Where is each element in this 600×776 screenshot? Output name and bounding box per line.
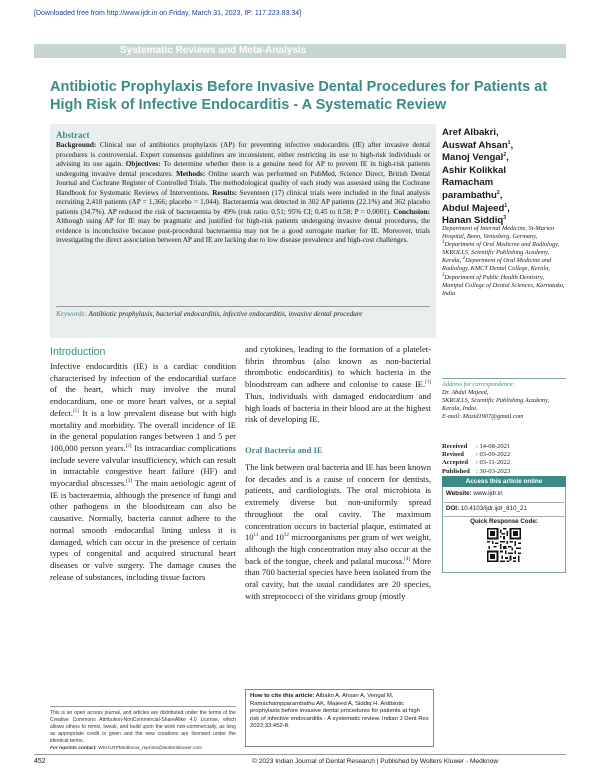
article-dates	[442, 443, 566, 476]
oral-bacteria-paragraph: The link between oral bacteria and IE has been known for decades and is a cause of concern for dentists, patients, and cardiologists. The oral microbiota is extremely diverse but non-uniformly spread throughout the oral cavity. The maximum concentration occurs in bacterial plaque, estimated at $10^{11}$ and $10^{12}$ microorganisms per gram of wet weight, although the high concentration may also occur at the back of the tongue, cheek and palatal mucosa.[4] More than 700 bacterial species have been isolated from the oral cavity, but the usual candidates are 20 species, with streptococci of the viridans group (mostly	[245, 462, 431, 601]
abstract-heading: Abstract	[56, 130, 90, 140]
conclusion-label: Conclusion:	[393, 207, 430, 216]
keywords-text: Antibiotic prophylaxis, bacterial endocarditis, infective endocarditis, invasive dental procedure	[86, 310, 363, 318]
section-banner	[34, 44, 566, 58]
conclusion-text: Although using AP for IE may be pragmatic and justified for high-risk patients undergoing invasive dental procedures, the evidence is inconclusive because post-procedural bacteraemia may not be a good surrogate marker for IE. Moreover, trials investigating the direct association between AP and IE are lacking due to low disease prevalence and high-cost challenges.	[56, 217, 430, 245]
website-link[interactable]: Website: www.ijdr.in	[446, 490, 503, 497]
author-line: Aref Albakri,	[442, 127, 499, 138]
license-divider	[50, 706, 236, 707]
background-label: Background:	[56, 141, 97, 149]
citation-box: How to cite this article: Albakri A, Ahsan A, Vengal M, Ramachampparambathu AK, Majeed A, Siddiq H. Antibiotic prophylaxis before invasive dental procedures for patients at high risk of infective endocarditis - A systematic review. Indian J Dent Res 2022;33:452-8.	[245, 689, 434, 747]
results-text: Seventeen (17) clinical trials were included in the final analysis recruiting 2,410 patients (AP = 1,366; placebo = 1,044). Bacteraemia was detected in 302 AP patients (22.1%) and 362 placebo patients (34.7%). AP reduced the risk of bacteraemia by 49% (risk ratio: 0.51; 95% CI; 0.45 to 0.58; P = 0.0001).	[56, 188, 430, 216]
access-divider	[444, 502, 564, 503]
keywords	[56, 310, 430, 320]
license-note: This is an open access journal, and articles are distributed under the terms of the Creative Commons Attribution-NonCommercial-ShareAlike 4.0 License, which allows others to remix, tweak, and build upon the work non-commercially, as long as appropriate credit is given and the new creations are licensed under the identical terms.	[50, 710, 236, 745]
objectives-label: Objectives:	[125, 160, 161, 169]
author-line: Ashir Kolikkal	[442, 164, 506, 176]
footer-text: © 2023 Indian Journal of Dental Research | Published by Wolters Kluwer - Medknow	[252, 758, 499, 765]
author-line: Ramacham	[442, 177, 494, 189]
objectives-text: To determine whether there is a genuine need for AP to prevent IE in high-risk patients undergoing invasive dental procedures.	[56, 160, 430, 178]
access-divider	[444, 516, 564, 517]
qr-code-icon	[487, 528, 521, 562]
oral-bacteria-heading: Oral Bacteria and IE	[245, 445, 323, 455]
author-line: Hanan Siddiq$^3$	[442, 214, 507, 227]
author-line: Manoj Vengal$^2$,	[442, 152, 509, 164]
introduction-continued: and cytokines, leading to the formation of a platelet-fibrin thrombus (also known as non-bacterial thrombotic endocarditis) to which bacteria in the bloodstream can adhere and colonise to cause IE.[1] Thus, individuals with damaged endocardium and high loads of bacteria in their blood are at the highest risk of developing IE.	[245, 344, 431, 425]
introduction-heading: Introduction	[50, 346, 106, 358]
date-row: Accepted : 03-11-2022	[442, 459, 511, 467]
date-row: Published : 30-03-2023	[442, 467, 511, 475]
background-text: Clinical use of antibiotics prophylaxis (AP) for preventing infective endocarditis (IE) after invasive dental procedures is controversial. Expert consensus guidelines are inconsistent, either restricting its use to high-risk individuals or advising its use again.	[56, 141, 430, 169]
footer-divider	[34, 754, 566, 755]
date-row: Revised : 03-09-2022	[442, 451, 511, 459]
correspondence-address: SKROLLS, Scientific Publishing Academy, Kerala, India.	[442, 397, 550, 413]
download-note: [Downloaded free from http://www.ijdr.in on Friday, March 31, 2023, IP: 117.223.83.34]	[34, 10, 302, 17]
correspondence-email[interactable]: E-mail: Mazid1907@gmail.com	[442, 413, 524, 421]
page-number: 452	[34, 758, 46, 765]
author-line: Abdul Majeed$^1$,	[442, 202, 510, 214]
abstract-body	[56, 141, 430, 246]
section-banner-label: Systematic Reviews and Meta-Analysis	[120, 45, 307, 56]
author-line: parambathu$^2$,	[442, 189, 503, 201]
correspondence-heading: Address for correspondence:	[442, 381, 515, 388]
date-row: Received : 14-08-2021	[442, 443, 511, 450]
introduction-paragraph: Infective endocarditis (IE) is a cardiac condition characterised by infection of the endocardial surface of the heart, which may involve the mural endocardium, one or more heart valves, or a septal defect.[1] It is a low prevalent disease but with high mortality and morbidity. The overall incidence of IE in the general population ranges between 1 and 5 per 100,000 person years.[2] Its intracardiac complications include severe valvular insufficiency, which can result in intractable congestive heart failure (HF) and myocardial abscesses.[3] The main aetiologic agent of IE is bacteraemia, although the presence of fungi and other pathogens in the bloodstream can also be causative. Normally, bacteria cannot adhere to the normal smooth endocardial lining unless it is damaged, which can occur in the presence of certain types of congenital and acquired structural heart diseases or valve surgery. The damage causes the release of substances, including tissue factors	[50, 361, 236, 582]
reprints-note: For reprints contact: WKHLRPMedknow_reprints@wolterskluwer.com	[50, 746, 203, 751]
methods-label: Methods:	[176, 169, 206, 178]
results-label: Results:	[212, 188, 238, 197]
author-list	[442, 127, 564, 228]
correspondence	[442, 381, 566, 421]
article-title: Antibiotic Prophylaxis Before Invasive Dental Procedures for Patients at High Risk of Infective Endocarditis - A Systematic Review	[50, 79, 548, 113]
affiliations: Department of Internal Medicine, St-Marien Hospital, Bonn, Venusberg, Germany, $^1$Department of Oral Medicine and Radiology, SKROLLS, Scientific Publishing Academy, Kerala, $^2$Department of Oral Medicine and Radiology, KMCT Dental College, Kerala, $^3$Department of Public Health Dentistry, Manipal College of Dental Sciences, Karnataka, India	[442, 225, 565, 297]
access-heading: Access this article online	[442, 476, 566, 487]
keywords-label: Keywords:	[56, 310, 87, 318]
doi-link[interactable]: DOI: 10.4103/ijdr.ijdr_810_21	[446, 505, 527, 512]
methods-text: Online search was performed on PubMed, Science Direct, British Dental Journal and Cochrane Register of Controlled Trials. The methodological quality of each study was assessed using the Cochrane Handbook for Systematic Reviews of Interventions.	[56, 169, 430, 197]
correspondence-divider	[442, 378, 566, 379]
correspondence-name: Dr. Abdul Majeed,	[442, 389, 489, 397]
keywords-divider	[56, 306, 430, 307]
qr-heading: Quick Response Code:	[470, 518, 538, 525]
author-line: Auswaf Ahsan$^1$,	[442, 139, 514, 151]
